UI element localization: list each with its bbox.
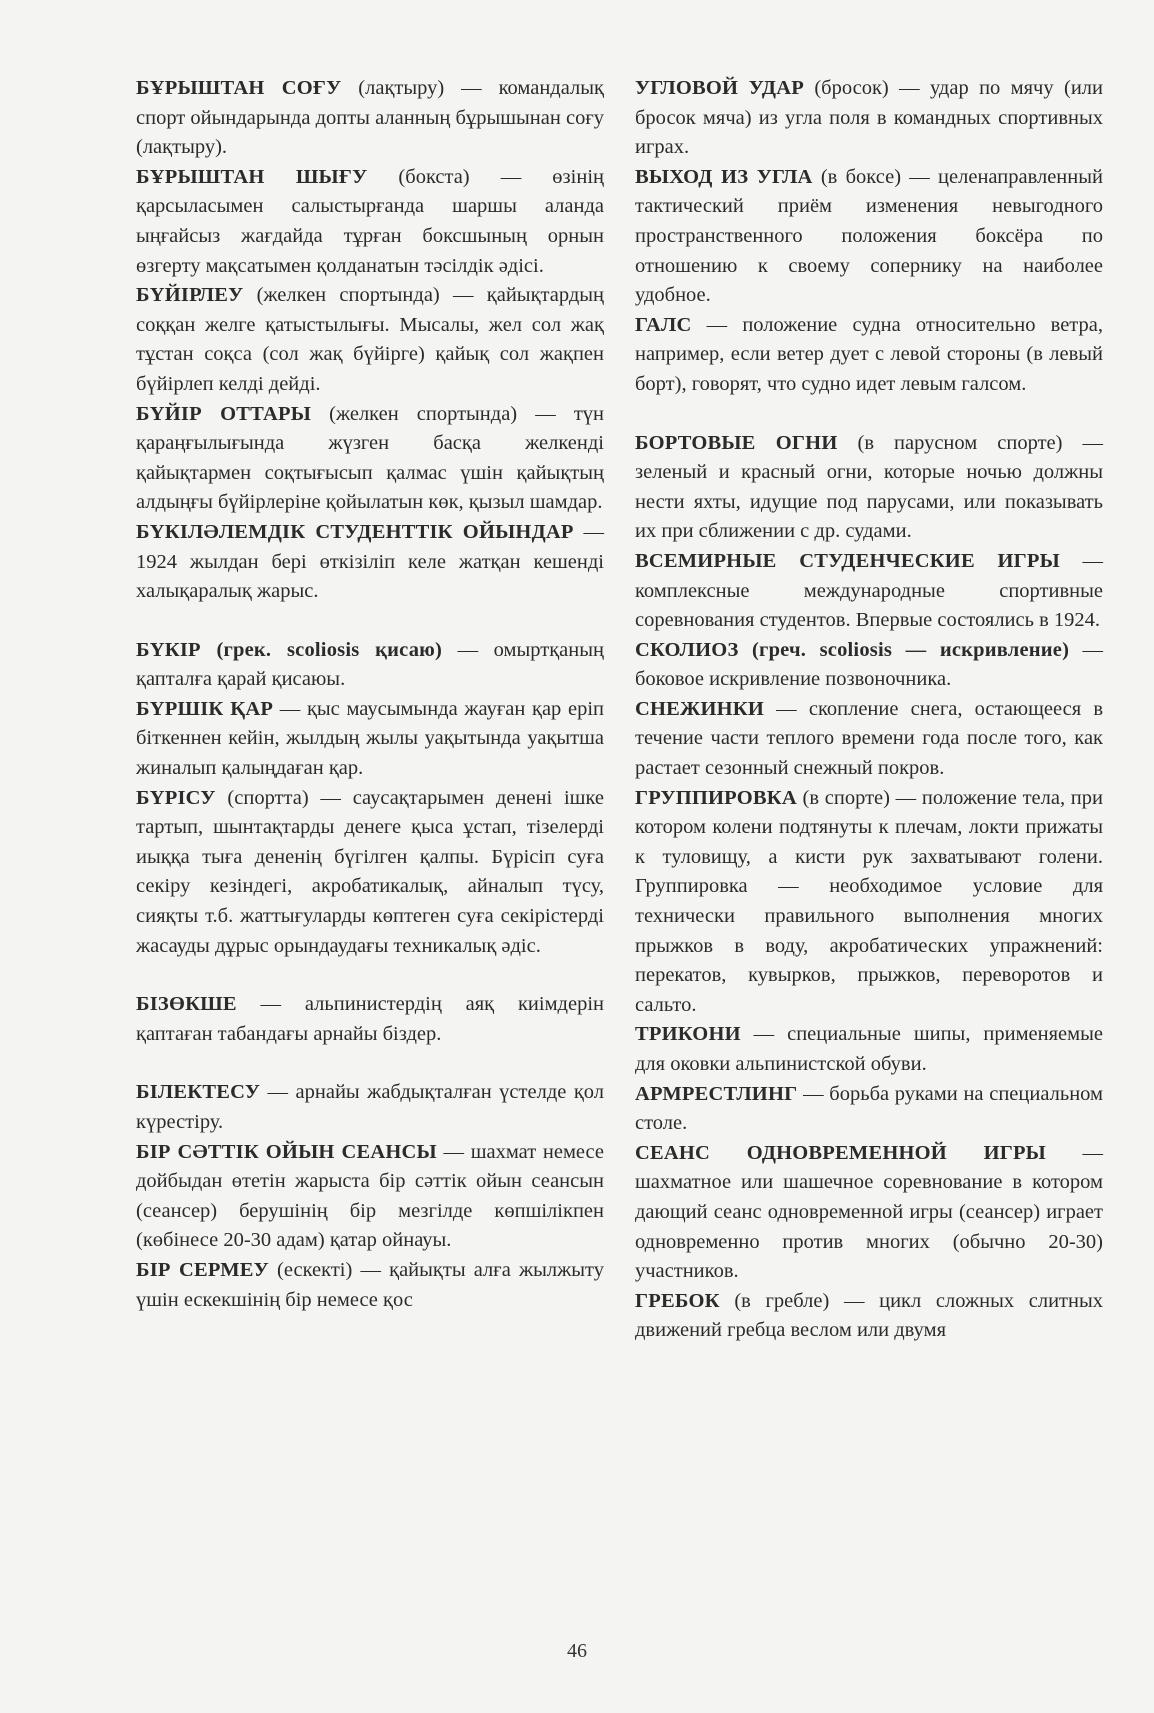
- entry-definition: (в спорте) — положение тела, при котором колени подтянуты к плечам, локти прижаты к туловищу, а кисти рук захватывают голени. Группировка — необходимое условие для технически правильного выполнения многих прыжков в воду, акробатических упражнений: перекатов, кувырков, прыжков, переворотов и сальто.: [635, 786, 1103, 1016]
- dictionary-entry: [635, 163, 1103, 311]
- entry-definition: — шахматное или шашечное соревнование в котором дающий сеанс одновременной игры (сеансер) играет одновременно против многих (обычно 20-30) участников.: [635, 1141, 1103, 1283]
- entry-term: ТРИКОНИ: [635, 1023, 741, 1046]
- dictionary-entry: [635, 636, 1103, 695]
- entry-definition: (в парусном спорте) — зеленый и красный огни, которые ночью должны нести яхты, идущие под парусами, или показывать их при сближении с др. судами.: [635, 431, 1103, 543]
- dictionary-entry: [136, 518, 604, 607]
- entry-definition: — омыртқаның қапталға қарай қисаюы.: [136, 638, 604, 691]
- entry-term: БҰРЫШТАН СОҒУ: [136, 77, 342, 99]
- entry-definition: (в боксе) — целенаправленный тактический приём изменения невыгодного пространственного положения боксёра по отношению к своему сопернику на наиболее удобное.: [635, 165, 1103, 307]
- entry-term: БҮРШІК ҚАР: [136, 697, 274, 720]
- entry-definition: (ескекті) — қайықты алға жылжыту үшін ескекшінің бір немесе қос: [136, 1258, 604, 1311]
- entry-definition: (бокста) — өзінің қарсыласымен салыстырғанда шаршы аланда ыңғайсыз жағдайда тұрған боксшының орнын өзгерту мақсатымен қолданатын тәсілдік әдісі.: [136, 165, 604, 277]
- dictionary-entry: [635, 547, 1103, 636]
- dictionary-entry: [136, 784, 604, 962]
- entry-term: БҰРЫШТАН ШЫҒУ: [136, 165, 368, 188]
- entry-definition: — альпинистердің аяқ киімдерін қаптаған табандағы арнайы біздер.: [136, 993, 604, 1045]
- entry-term: ГАЛС: [635, 313, 692, 336]
- entry-definition: — қыс маусымында жауған қар еріп біткеннен кейін, жылдың жылы уақытында уақытша жиналып қалыңдаған қар.: [136, 697, 604, 780]
- entry-term: БҮКІР (грек. scoliosis қисаю): [136, 638, 443, 661]
- dictionary-entry: [136, 695, 604, 784]
- dictionary-entry: [136, 1078, 604, 1137]
- entry-definition: — борьба руками на специальном столе.: [635, 1082, 1103, 1135]
- dictionary-entry: [635, 1287, 1103, 1346]
- entry-term: БІЛЕКТЕСУ: [136, 1081, 261, 1104]
- dictionary-entry: [136, 1138, 604, 1256]
- entry-term: ВСЕМИРНЫЕ СТУДЕНЧЕСКИЕ ИГРЫ: [635, 549, 1060, 572]
- entry-term: БІР СЕРМЕУ: [136, 1258, 269, 1281]
- dictionary-entry: [635, 74, 1103, 163]
- dictionary-entry: [635, 429, 1103, 547]
- entry-definition: — скопление снега, остающееся в течение части теплого времени года после того, как растает сезонный снежный покров.: [635, 697, 1103, 780]
- dictionary-entry: [635, 695, 1103, 784]
- entry-term: БІР СӘТТІК ОЙЫН СЕАНСЫ: [136, 1140, 437, 1163]
- dictionary-entry: [136, 163, 604, 281]
- right-column-russian: [635, 74, 1103, 1346]
- entry-definition: (желкен спортында) — түн қараңғылығында жүзген басқа желкенді қайықтармен соқтығысып қалмас үшін қайықтың алдыңғы бүйірлеріне қойылатын көк, қызыл шамдар.: [136, 402, 604, 514]
- entry-term: БҮЙІР ОТТАРЫ: [136, 402, 312, 425]
- entry-term: АРМРЕСТЛИНГ: [635, 1082, 798, 1105]
- left-column-kazakh: [136, 74, 604, 1315]
- entry-term: СЕАНС ОДНОВРЕМЕННОЙ ИГРЫ: [635, 1141, 1047, 1164]
- entry-term: БІЗӨКШЕ: [136, 993, 237, 1016]
- dictionary-entry: [136, 281, 604, 399]
- entry-definition: — 1924 жылдан бері өткізіліп келе жатқан кешенді халықаралық жарыс.: [136, 520, 604, 603]
- entry-definition: (в гребле) — цикл сложных слитных движений гребца веслом или двумя: [635, 1289, 1103, 1342]
- entry-definition: — положение судна относительно ветра, например, если ветер дует с левой стороны (в левый борт), говорят, что судно идет левым галсом.: [635, 313, 1103, 395]
- dictionary-entry: [635, 1139, 1103, 1287]
- entry-definition: (бросок) — удар по мячу (или бросок мяча) из угла поля в командных спортивных играх.: [635, 77, 1103, 159]
- dictionary-entry: [136, 636, 604, 695]
- dictionary-entry: [635, 311, 1103, 400]
- entry-definition: (желкен спортында) — қайықтардың соққан желге қатыстылығы. Мысалы, жел сол жақ тұстан соқса (сол жақ бүйірге) қайық сол жақпен бүйірлеп келді дейді.: [136, 284, 604, 395]
- entry-term: БҮРІСУ: [136, 786, 216, 809]
- dictionary-entry: [136, 74, 604, 163]
- entry-definition: — комплексные международные спортивные соревнования студентов. Впервые состоялись в 1924.: [635, 549, 1104, 632]
- dictionary-entry: [635, 1020, 1103, 1079]
- dictionary-entry: [136, 990, 604, 1049]
- entry-term: СКОЛИОЗ (греч. scoliosis — искривление): [635, 638, 1070, 661]
- entry-definition: — арнайы жабдықталған үстелде қол күрестіру.: [136, 1081, 604, 1133]
- page-number: 46: [567, 1640, 587, 1662]
- dictionary-entry: [635, 1080, 1103, 1139]
- entry-term: ВЫХОД ИЗ УГЛА: [635, 165, 813, 188]
- entry-definition: — шахмат немесе дойбыдан өтетін жарыста бір сәттік ойын сеансын (сеансер) берушінің бір мезгілде көпшілікпен (көбінесе 20-30 адам) қатар ойнауы.: [136, 1140, 604, 1252]
- dictionary-entry: [136, 400, 604, 518]
- entry-definition: (спортта) — саусақтарымен денені ішке тартып, шынтақтарды денеге қыса ұстап, тізелерді иыққа тыға дененің бүгілген қалпы. Бүрісіп суға секіру кезіндегі, акробатикалық, айналып түсу, сияқты т.б. жаттығуларды көптеген суға секірістерді жасауды дұрыс орындаудағы техникалық әдіс.: [136, 786, 604, 957]
- entry-definition: — специальные шипы, применяемые для оковки альпинистской обуви.: [635, 1023, 1103, 1075]
- entry-term: ГРЕБОК: [635, 1289, 720, 1312]
- entry-term: БҮКІЛӘЛЕМДІК СТУДЕНТТІК ОЙЫНДАР: [136, 520, 574, 543]
- entry-definition: — боковое искривление позвоночника.: [635, 638, 1104, 691]
- entry-term: БҮЙІРЛЕУ: [136, 284, 244, 307]
- entry-term: УГЛОВОЙ УДАР: [635, 77, 804, 99]
- entry-term: ГРУППИРОВКА: [635, 786, 797, 809]
- entry-term: БОРТОВЫЕ ОГНИ: [635, 431, 838, 454]
- entry-term: СНЕЖИНКИ: [635, 697, 764, 720]
- dictionary-entry: [136, 1256, 604, 1315]
- entry-definition: (лақтыру) — командалық спорт ойындарында допты аланның бұрышынан соғу (лақтыру).: [136, 77, 604, 159]
- dictionary-entry: [635, 784, 1103, 1021]
